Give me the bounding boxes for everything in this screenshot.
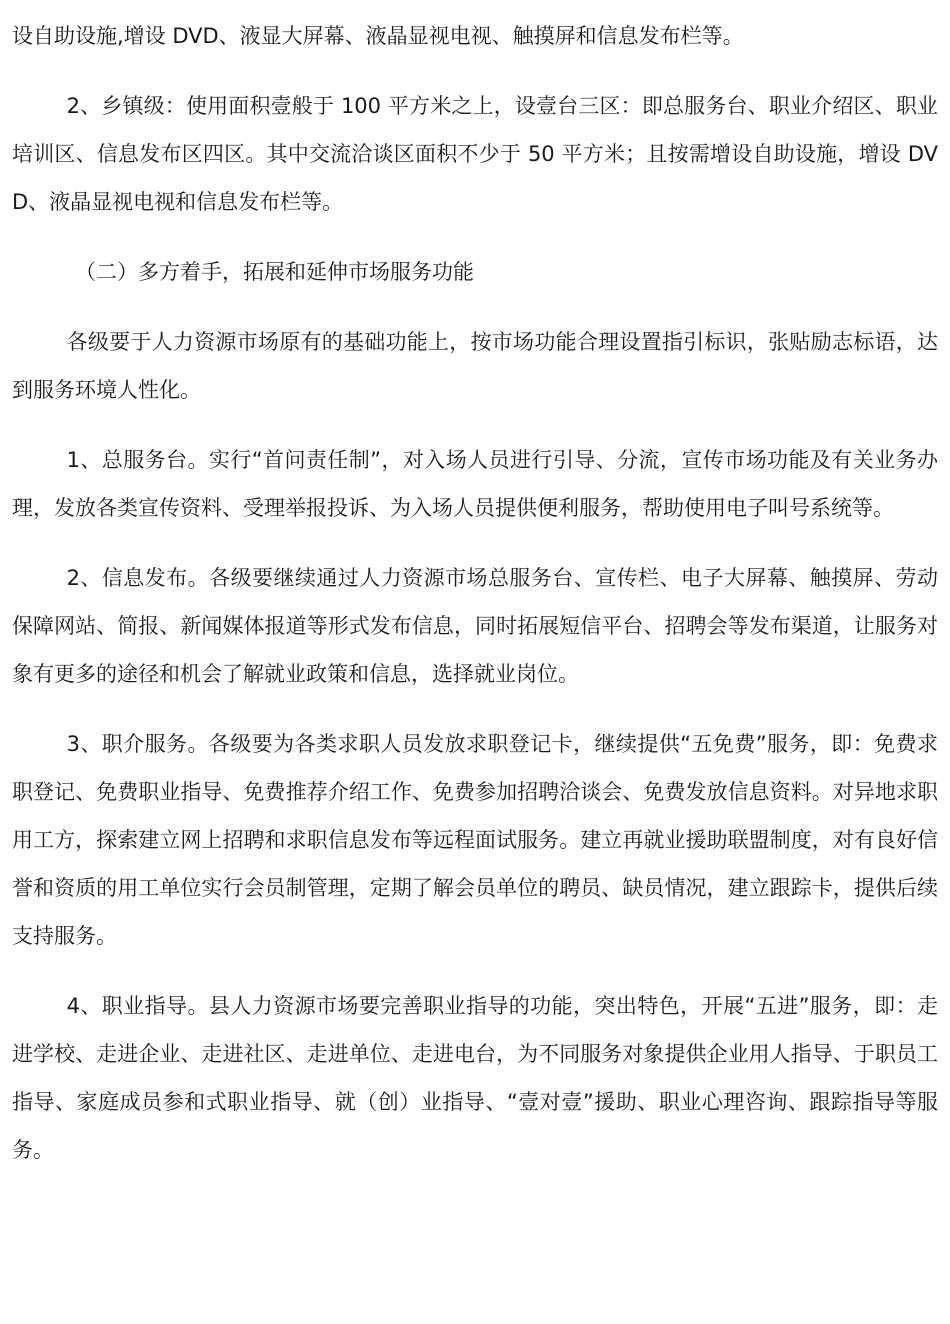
paragraph-job-referral: 3、职介服务。各级要为各类求职人员发放求职登记卡，继续提供“五免费”服务，即：免费求职登记、免费职业指导、免费推荐介绍工作、免费参加招聘洽谈会、免费发放信息资料。对异地求职用工方，探索建立网上招聘和求职信息发布等远程面试服务。建立再就业援助联盟制度，对有良好信誉和资质的用工单位实行会员制管理，定期了解会员单位的聘员、缺员情况，建立跟踪卡，提供后续支持服务。 bbox=[12, 732, 938, 948]
paragraph-info-release: 2、信息发布。各级要继续通过人力资源市场总服务台、宣传栏、电子大屏幕、触摸屏、劳动保障网站、简报、新闻媒体报道等形式发布信息，同时拓展短信平台、招聘会等发布渠道，让服务对象有更多的途径和机会了解就业政策和信息，选择就业岗位。 bbox=[12, 566, 938, 686]
document-page bbox=[12, 12, 938, 1196]
paragraph-career-guidance: 4、职业指导。县人力资源市场要完善职业指导的功能，突出特色，开展“五进”服务，即：走进学校、走进企业、走进社区、走进单位、走进电台，为不同服务对象提供企业用人指导、于职员工指导、家庭成员参和式职业指导、就（创）业指导、“壹对壹”援助、职业心理咨询、跟踪指导等服务。 bbox=[12, 994, 938, 1162]
paragraph-intro: 各级要于人力资源市场原有的基础功能上，按市场功能合理设置指引标识，张贴励志标语，达到服务环境人性化。 bbox=[12, 330, 938, 402]
section-heading: （二）多方着手，拓展和延伸市场服务功能 bbox=[75, 260, 474, 284]
paragraph-township-level: 2、乡镇级：使用面积壹般于 100 平方米之上，设壹台三区：即总服务台、职业介绍区、职业培训区、信息发布区四区。其中交流洽谈区面积不少于 50 平方米；且按需增设自助设施，增设 DVD、液晶显视电视和信息发布栏等。 bbox=[12, 94, 938, 214]
paragraph-service-desk: 1、总服务台。实行“首问责任制”，对入场人员进行引导、分流，宣传市场功能及有关业务办理，发放各类宣传资料、受理举报投诉、为入场人员提供便利服务，帮助使用电子叫号系统等。 bbox=[12, 448, 938, 520]
paragraph-continuation: 设自助设施,增设 DVD、液显大屏幕、液晶显视电视、触摸屏和信息发布栏等。 bbox=[12, 24, 744, 48]
